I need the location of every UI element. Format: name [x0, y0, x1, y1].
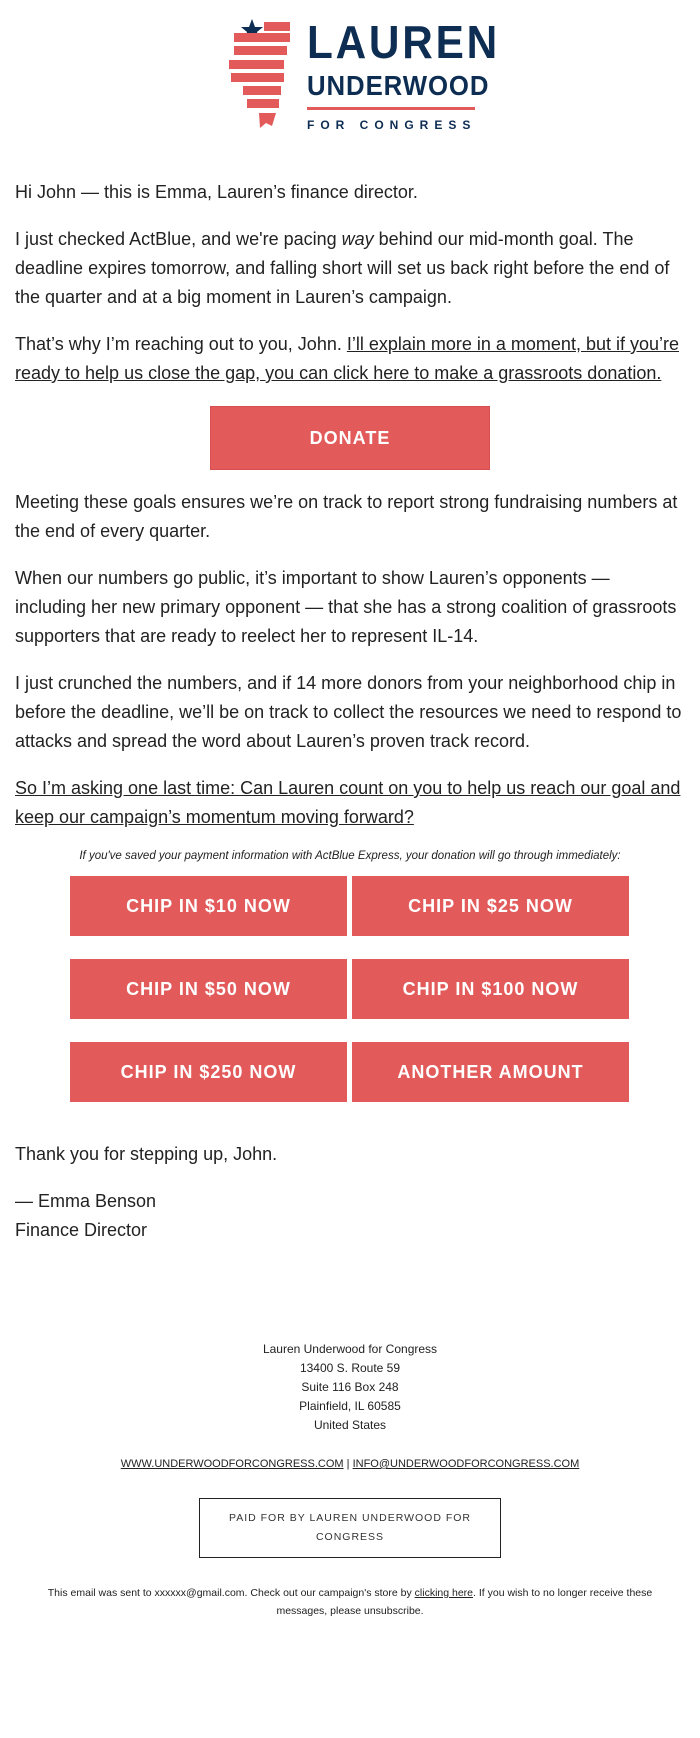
pacing-text-end: behind our mid-month goal. The deadline expires tomorrow, and falling short will set us back right before the end of the quarter and at a big moment in Lauren’s campaign. [15, 229, 670, 307]
goals-paragraph: Meeting these goals ensures we’re on track to report strong fundraising numbers at the end of every quarter. [15, 492, 678, 541]
email-footer [0, 1340, 700, 1620]
ask-link[interactable]: So I’m asking one last time: Can Lauren count on you to help us reach our goal and keep our campaign’s momentum moving forward? [15, 778, 681, 827]
logo-name-first: LAUREN [307, 16, 500, 68]
footer-address-2: Suite 116 Box 248 [301, 1380, 399, 1394]
email-link[interactable]: INFO@UNDERWOODFORCONGRESS.COM [352, 1458, 580, 1470]
donate-button[interactable]: DONATE [210, 406, 490, 470]
footer-country: United States [313, 1418, 387, 1432]
campaign-logo [0, 0, 700, 140]
signature [15, 1187, 685, 1245]
footer-address-1: 13400 S. Route 59 [299, 1361, 401, 1375]
footer-org: Lauren Underwood for Congress [262, 1342, 438, 1356]
logo-divider [307, 107, 475, 110]
link-separator: | [346, 1458, 350, 1470]
thanks-text: Thank you for stepping up, John. [15, 1144, 278, 1164]
chip-in-25-button[interactable]: CHIP IN $25 NOW [352, 876, 629, 936]
numbers-paragraph: I just crunched the numbers, and if 14 more donors from your neighborhood chip in before the deadline, we’ll be on track to collect the resources we need to respond to attacks and spread the word about Lauren’s proven track record. [15, 673, 682, 751]
email-body [0, 178, 700, 388]
chip-in-10-button[interactable]: CHIP IN $10 NOW [70, 876, 347, 936]
reach-out-paragraph [15, 330, 685, 388]
another-amount-button[interactable]: ANOTHER AMOUNT [352, 1042, 629, 1102]
actblue-express-note: If you've saved your payment information with ActBlue Express, your donation will go through immediately: [79, 850, 621, 862]
email-body-continued [0, 488, 700, 832]
signature-title: Finance Director [15, 1220, 148, 1240]
chip-in-100-button[interactable]: CHIP IN $100 NOW [352, 959, 629, 1019]
logo-wordmark [307, 16, 517, 132]
unsub-text-end: . If you wish to no longer receive these messages, please unsubscribe. [276, 1587, 653, 1617]
logo-tagline: FOR CONGRESS [307, 118, 477, 132]
footer-links [0, 1455, 700, 1474]
chip-in-50-button[interactable]: CHIP IN $50 NOW [70, 959, 347, 1019]
signature-name: — Emma Benson [15, 1191, 157, 1211]
chip-in-250-button[interactable]: CHIP IN $250 NOW [70, 1042, 347, 1102]
greeting-paragraph: Hi John — this is Emma, Lauren’s finance director. [15, 182, 418, 202]
footer-address-3: Plainfield, IL 60585 [299, 1399, 401, 1413]
unsub-text-start: This email was sent to xxxxxx@gmail.com. Check out our campaign's store by [47, 1587, 415, 1599]
store-link[interactable]: clicking here [414, 1587, 474, 1599]
logo-name-last: UNDERWOOD [307, 70, 490, 101]
pacing-emphasis: way [341, 229, 374, 249]
chip-in-button-grid [70, 876, 630, 1102]
website-link[interactable]: WWW.UNDERWOODFORCONGRESS.COM [120, 1458, 344, 1470]
pacing-text-start: I just checked ActBlue, and we're pacing [15, 229, 342, 249]
donation-link[interactable]: I’ll explain more in a moment, but if you’re ready to help us close the gap, you can click here to make a grassroots donation. [15, 334, 679, 383]
ask-paragraph [15, 774, 685, 832]
unsubscribe-notice [25, 1584, 675, 1620]
pacing-paragraph [15, 225, 685, 312]
reach-out-text: That’s why I’m reaching out to you, John. [15, 334, 347, 354]
paid-for-disclaimer: PAID FOR BY LAUREN UNDERWOOD FOR CONGRESS [199, 1498, 501, 1558]
opponents-paragraph: When our numbers go public, it’s important to show Lauren’s opponents — including her new primary opponent — that she has a strong coalition of grassroots supporters that are ready to reelect her to represent IL-14. [15, 568, 677, 646]
closing-section [0, 1140, 700, 1245]
